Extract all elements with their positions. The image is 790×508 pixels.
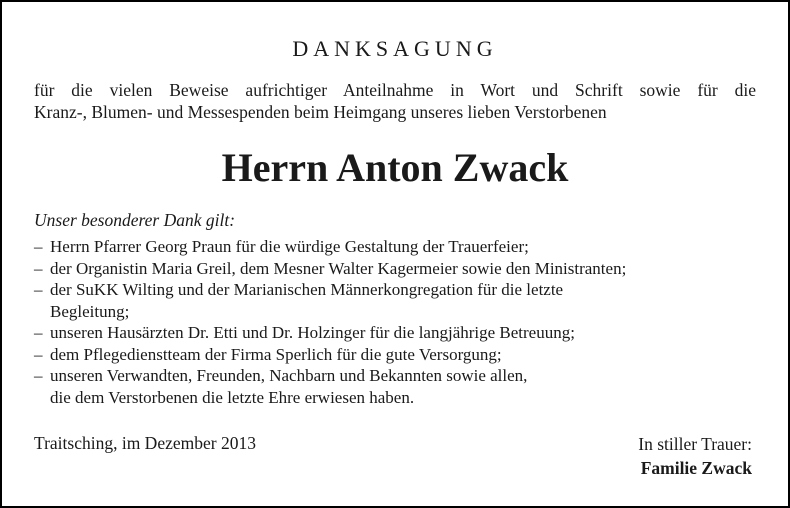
dash-bullet: –	[34, 323, 43, 342]
dash-bullet: –	[34, 258, 43, 278]
signature-block	[638, 432, 752, 480]
thanks-item	[34, 322, 764, 344]
thanks-item	[34, 279, 764, 322]
thanks-item-line: dem Pflegedienstteam der Firma Sperlich für die gute Versorgung;	[50, 344, 502, 364]
thanks-item	[34, 344, 764, 366]
thanks-item	[34, 258, 764, 280]
thanks-item-line: Herrn Pfarrer Georg Praun für die würdige Gestaltung der Trauerfeier;	[50, 237, 529, 256]
thanks-intro: Unser besonderer Dank gilt:	[34, 210, 236, 230]
dash-bullet: –	[34, 237, 43, 256]
dash-bullet: –	[34, 366, 43, 385]
thanks-list	[34, 236, 764, 408]
place-date: Traitsching, im Dezember 2013	[34, 433, 256, 453]
thanks-item-line: Begleitung;	[50, 301, 130, 321]
family-signature: Familie Zwack	[640, 458, 752, 478]
deceased-name: Herrn Anton Zwack	[221, 145, 569, 190]
thanks-item-line: der SuKK Wilting und der Marianischen Männerkongregation für die letzte	[50, 280, 564, 299]
intro-line-2: Kranz-, Blumen- und Messespenden beim Heimgang unseres lieben Verstorbenen	[34, 102, 607, 122]
thanks-item-line: unseren Hausärzten Dr. Etti und Dr. Holzinger für die langjährige Betreuung;	[50, 323, 575, 342]
notice-heading: DANKSAGUNG	[292, 36, 498, 61]
thanks-item	[34, 236, 764, 258]
thanks-item-line: unseren Verwandten, Freunden, Nachbarn und Bekannten sowie allen,	[50, 366, 528, 385]
thanks-item	[34, 365, 764, 408]
mourning-label: In stiller Trauer:	[638, 434, 752, 454]
dash-bullet: –	[34, 344, 43, 364]
dash-bullet: –	[34, 280, 43, 299]
intro-text	[34, 79, 756, 123]
thanks-item-line: der Organistin Maria Greil, dem Mesner Walter Kagermeier sowie den Ministranten;	[50, 258, 627, 278]
thanks-item-line: die dem Verstorbenen die letzte Ehre erwiesen haben.	[50, 387, 415, 407]
intro-line-1: für die vielen Beweise aufrichtiger Anteilnahme in Wort und Schrift sowie für die	[34, 80, 756, 100]
